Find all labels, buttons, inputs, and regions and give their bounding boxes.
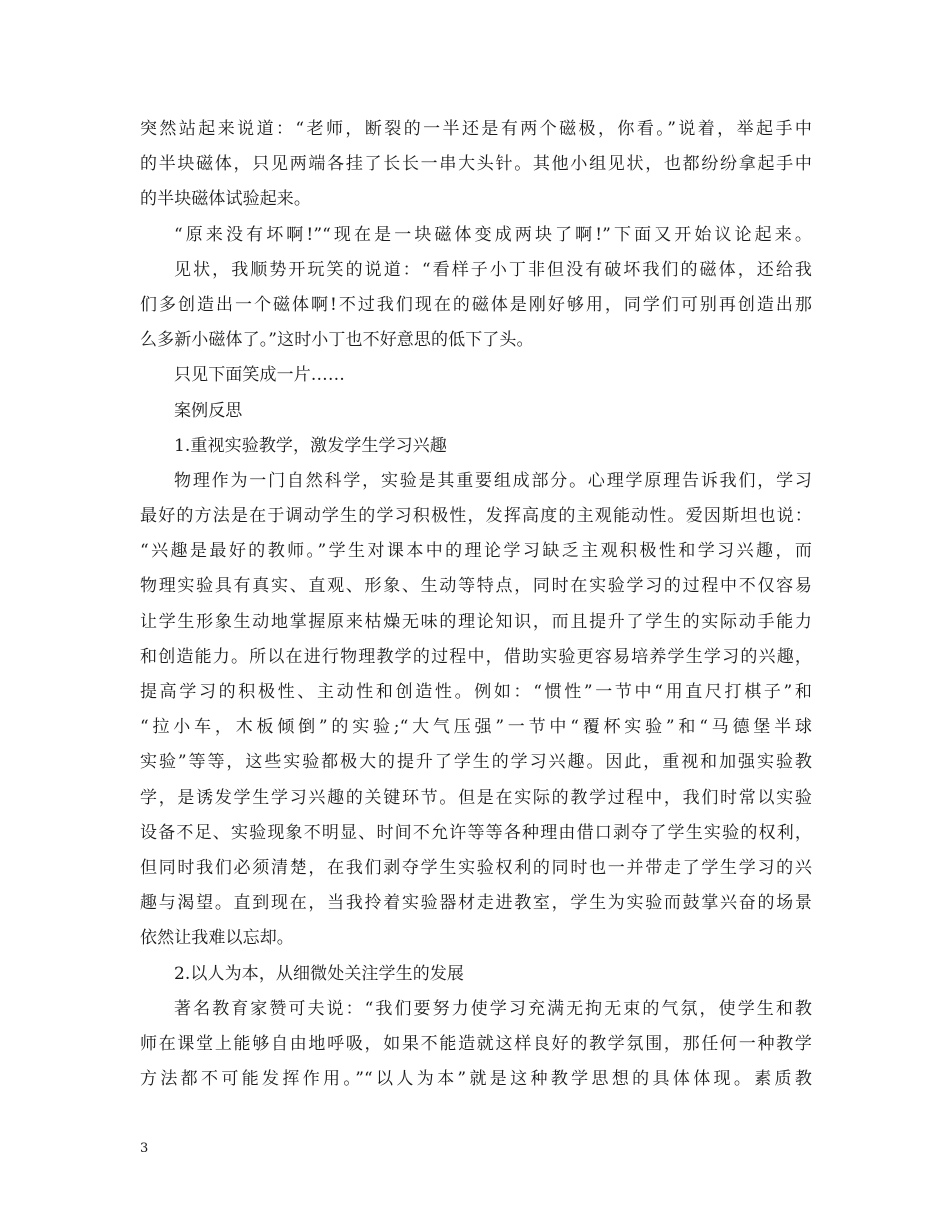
text-line: “原来没有坏啊!”“现在是一块磁体变成两块了啊!”下面又开始议论起来。 xyxy=(174,224,812,245)
text-line: 么多新小磁体了。”这时小丁也不好意思的低下了头。 xyxy=(140,330,534,351)
text-line: 和创造能力。所以在进行物理教学的过程中，借助实验更容易培养学生学习的兴趣， xyxy=(140,646,812,667)
text-line: 但同时我们必须清楚，在我们剥夺学生实验权利的同时也一并带走了学生学习的兴 xyxy=(140,857,812,878)
text-line: 突然站起来说道：“老师，断裂的一半还是有两个磁极，你看。”说着，举起手中 xyxy=(140,119,812,139)
text-line: 让学生形象生动地掌握原来枯燥无味的理论知识，而且提升了学生的实际动手能力 xyxy=(140,611,812,632)
text-line: 实验”等等，这些实验都极大的提升了学生的学习兴趣。因此，重视和加强实验教 xyxy=(140,752,812,773)
text-line: 案例反思 xyxy=(174,400,243,421)
text-line: 的半块磁体，只见两端各挂了长长一串大头针。其他小组见状，也都纷纷拿起手中 xyxy=(140,154,812,175)
text-line: 设备不足、实验现象不明显、时间不允许等等各种理由借口剥夺了学生实验的权利， xyxy=(140,822,812,843)
text-line: 最好的方法是在于调动学生的学习积极性，发挥高度的主观能动性。爱因斯坦也说： xyxy=(140,506,812,527)
text-line: 的半块磁体试验起来。 xyxy=(140,189,311,210)
text-line: 只见下面笑成一片…… xyxy=(174,365,345,386)
text-line: 们多创造出一个磁体啊!不过我们现在的磁体是刚好够用，同学们可别再创造出那 xyxy=(140,294,812,315)
text-line: 提高学习的积极性、主动性和创造性。例如：“惯性”一节中“用直尺打棋子”和 xyxy=(140,682,812,702)
text-line: 依然让我难以忘却。 xyxy=(140,928,294,949)
text-line: 师在课堂上能够自由地呼吸，如果不能造就这样良好的教学氛围，那任何一种教学 xyxy=(140,1033,812,1054)
text-line: 趣与渴望。直到现在，当我拎着实验器材走进教室，学生为实验而鼓掌兴奋的场景 xyxy=(140,893,812,914)
page-number: 3 xyxy=(140,1141,149,1156)
text-line: 1.重视实验教学，激发学生学习兴趣 xyxy=(174,435,447,456)
text-line: 物理实验具有真实、直观、形象、生动等特点，同时在实验学习的过程中不仅容易 xyxy=(140,576,812,597)
text-line: “拉小车，木板倾倒”的实验;“大气压强”一节中“覆杯实验”和“马德堡半球 xyxy=(140,717,812,738)
text-line: 物理作为一门自然科学，实验是其重要组成部分。心理学原理告诉我们，学习 xyxy=(174,470,812,491)
text-line: 学，是诱发学生学习兴趣的关键环节。但是在实际的教学过程中，我们时常以实验 xyxy=(140,787,812,808)
text-line: 2.以人为本，从细微处关注学生的发展 xyxy=(174,963,465,984)
text-line: 见状，我顺势开玩笑的说道：“看样子小丁非但没有破坏我们的磁体，还给我 xyxy=(174,259,812,280)
text-line: 著名教育家赞可夫说：“我们要努力使学习充满无拘无束的气氛，使学生和教 xyxy=(174,998,812,1019)
body-text xyxy=(140,112,812,1097)
text-line: 方法都不可能发挥作用。”“以人为本”就是这种教学思想的具体体现。素质教 xyxy=(140,1069,812,1090)
text-line: “兴趣是最好的教师。”学生对课本中的理论学习缺乏主观积极性和学习兴趣，而 xyxy=(140,541,812,562)
